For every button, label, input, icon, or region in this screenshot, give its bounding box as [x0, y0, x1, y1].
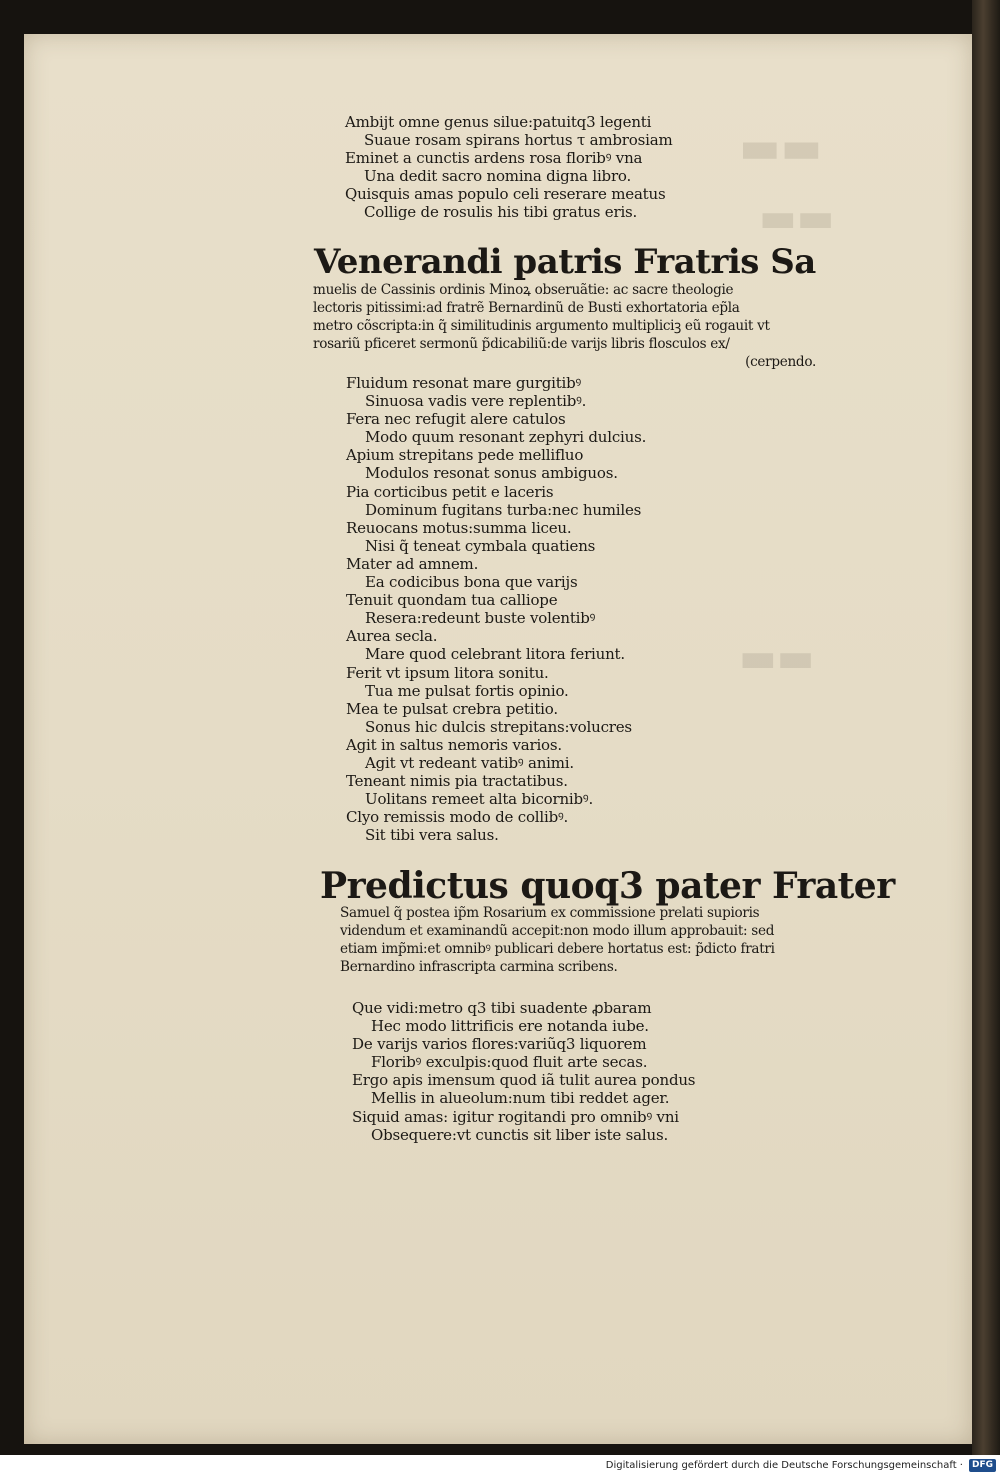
verse-line: Que vidi:metro q3 tibi suadente ꝓbaram [352, 999, 652, 1017]
verse-line: Fluidum resonat mare gurgitibꝰ [346, 374, 582, 392]
show-through-mark: ▬▬ [759, 194, 835, 241]
verse-line: Agit vt redeant vatibꝰ animi. [365, 753, 574, 772]
verse-line: Dominum fugitans turba:nec humiles [365, 500, 642, 519]
funding-footer [0, 1455, 1000, 1475]
verse-line: Eminet a cunctis ardens rosa floribꝰ vna [345, 149, 643, 168]
paragraph-line: etiam imp̃mi:et omnibꝰ publicari debere hortatus est: p̃dicto fratri [340, 941, 775, 957]
verse-line: Pia corticibus petit e laceris [346, 482, 554, 501]
verse-line: Tua me pulsat fortis opinio. [365, 681, 569, 700]
book-page [24, 34, 972, 1444]
paragraph-line: rosariũ pficeret sermonũ p̃dicabiliũ:de varijs libris flosculos ex/ [313, 336, 730, 352]
heading-venerandi: Venerandi patris Fratris Sa [314, 242, 816, 282]
verse-line: Clyo remissis modo de collibꝰ. [346, 808, 569, 827]
verse-line: Ambijt omne genus silue:patuitq3 legenti [345, 113, 652, 131]
verse-line: Mater ad amnem. [346, 554, 479, 573]
verse-block-1 [345, 113, 672, 222]
heading-predictus: Predictus quoq3 pater Frater [320, 865, 895, 907]
paragraph-line: Bernardino infrascripta carmina scribens. [340, 959, 618, 975]
paragraph-line: lectoris pitissimi:ad fratrẽ Bernardinũ de Busti exhortatoria ep̃la [313, 300, 740, 316]
verse-line: Sit tibi vera salus. [365, 826, 499, 845]
verse-block-2 [346, 374, 646, 844]
verse-line: Collige de rosulis his tibi gratus eris. [364, 203, 638, 222]
paragraph-intro-2 [340, 904, 820, 976]
footer-text: Digitalisierung gefördert durch die Deutsche Forschungsgemeinschaft · [605, 1459, 963, 1471]
verse-line: Ergo apis imensum quod iã tulit aurea pondus [352, 1071, 696, 1090]
verse-line: Floribꝰ exculpis:quod fluit arte secas. [371, 1053, 648, 1072]
verse-line: Sonus hic dulcis strepitans:volucres [365, 717, 632, 736]
verse-line: Hec modo littrificis ere notanda iube. [371, 1017, 649, 1036]
paragraph-line: videndum et examinandũ accepit:non modo illum approbauit: sed [340, 923, 775, 939]
paragraph-line: (cerpendo. [745, 354, 816, 370]
paragraph-line: muelis de Cassinis ordinis Minoꝝ obseruãtie: ac sacre theologie [313, 282, 734, 298]
verse-line: Una dedit sacro nomina digna libro. [364, 167, 632, 186]
verse-line: Mare quod celebrant litora feriunt. [365, 645, 625, 664]
verse-line: Fera nec refugit alere catulos [346, 410, 566, 429]
verse-block-3 [352, 999, 695, 1144]
verse-line: Nisi q̃ teneat cymbala quatiens [365, 536, 596, 555]
verse-line: Agit in saltus nemoris varios. [346, 735, 562, 754]
verse-line: De varijs varios flores:variũq3 liquorem [352, 1035, 647, 1054]
verse-line: Sinuosa vadis vere replentibꝰ. [365, 392, 587, 411]
verse-line: Siquid amas: igitur rogitandi pro omnibꝰ vni [352, 1107, 679, 1126]
verse-line: Apium strepitans pede mellifluo [346, 446, 584, 465]
paragraph-line: Samuel q̃ postea ip̃m Rosarium ex commissione prelati supioris [340, 905, 760, 921]
verse-line: Resera:redeunt buste volentibꝰ [365, 609, 596, 628]
verse-line: Modulos resonat sonus ambiguos. [365, 464, 618, 483]
verse-line: Teneant nimis pia tractatibus. [346, 772, 568, 791]
show-through-mark: ▬▬ [739, 122, 823, 173]
verse-line: Mellis in alueolum:num tibi reddet ager. [371, 1089, 670, 1108]
verse-line: Obsequere:vt cunctis sit liber iste salus. [371, 1125, 669, 1144]
verse-line: Tenuit quondam tua calliope [346, 591, 558, 610]
book-edge [972, 0, 1000, 1455]
verse-line: Ea codicibus bona que varijs [365, 573, 578, 592]
paragraph-intro-1 [313, 281, 816, 371]
verse-line: Ferit vt ipsum litora sonitu. [346, 663, 549, 682]
verse-line: Aurea secla. [346, 627, 438, 646]
verse-line: Uolitans remeet alta bicornibꝰ. [365, 790, 594, 809]
verse-line: Suaue rosam spirans hortus τ ambrosiam [364, 131, 673, 150]
verse-line: Quisquis amas populo celi reserare meatus [345, 185, 666, 204]
paragraph-line: metro cõscripta:in q̃ similitudinis argumento multipliciꝫ eũ rogauit vt [313, 318, 770, 334]
dfg-logo: DFG [969, 1459, 996, 1472]
verse-line: Reuocans motus:summa liceu. [346, 518, 572, 537]
show-through-mark: ▬▬ [739, 634, 815, 681]
verse-line: Modo quum resonant zephyri dulcius. [365, 428, 647, 447]
verse-line: Mea te pulsat crebra petitio. [346, 699, 558, 718]
